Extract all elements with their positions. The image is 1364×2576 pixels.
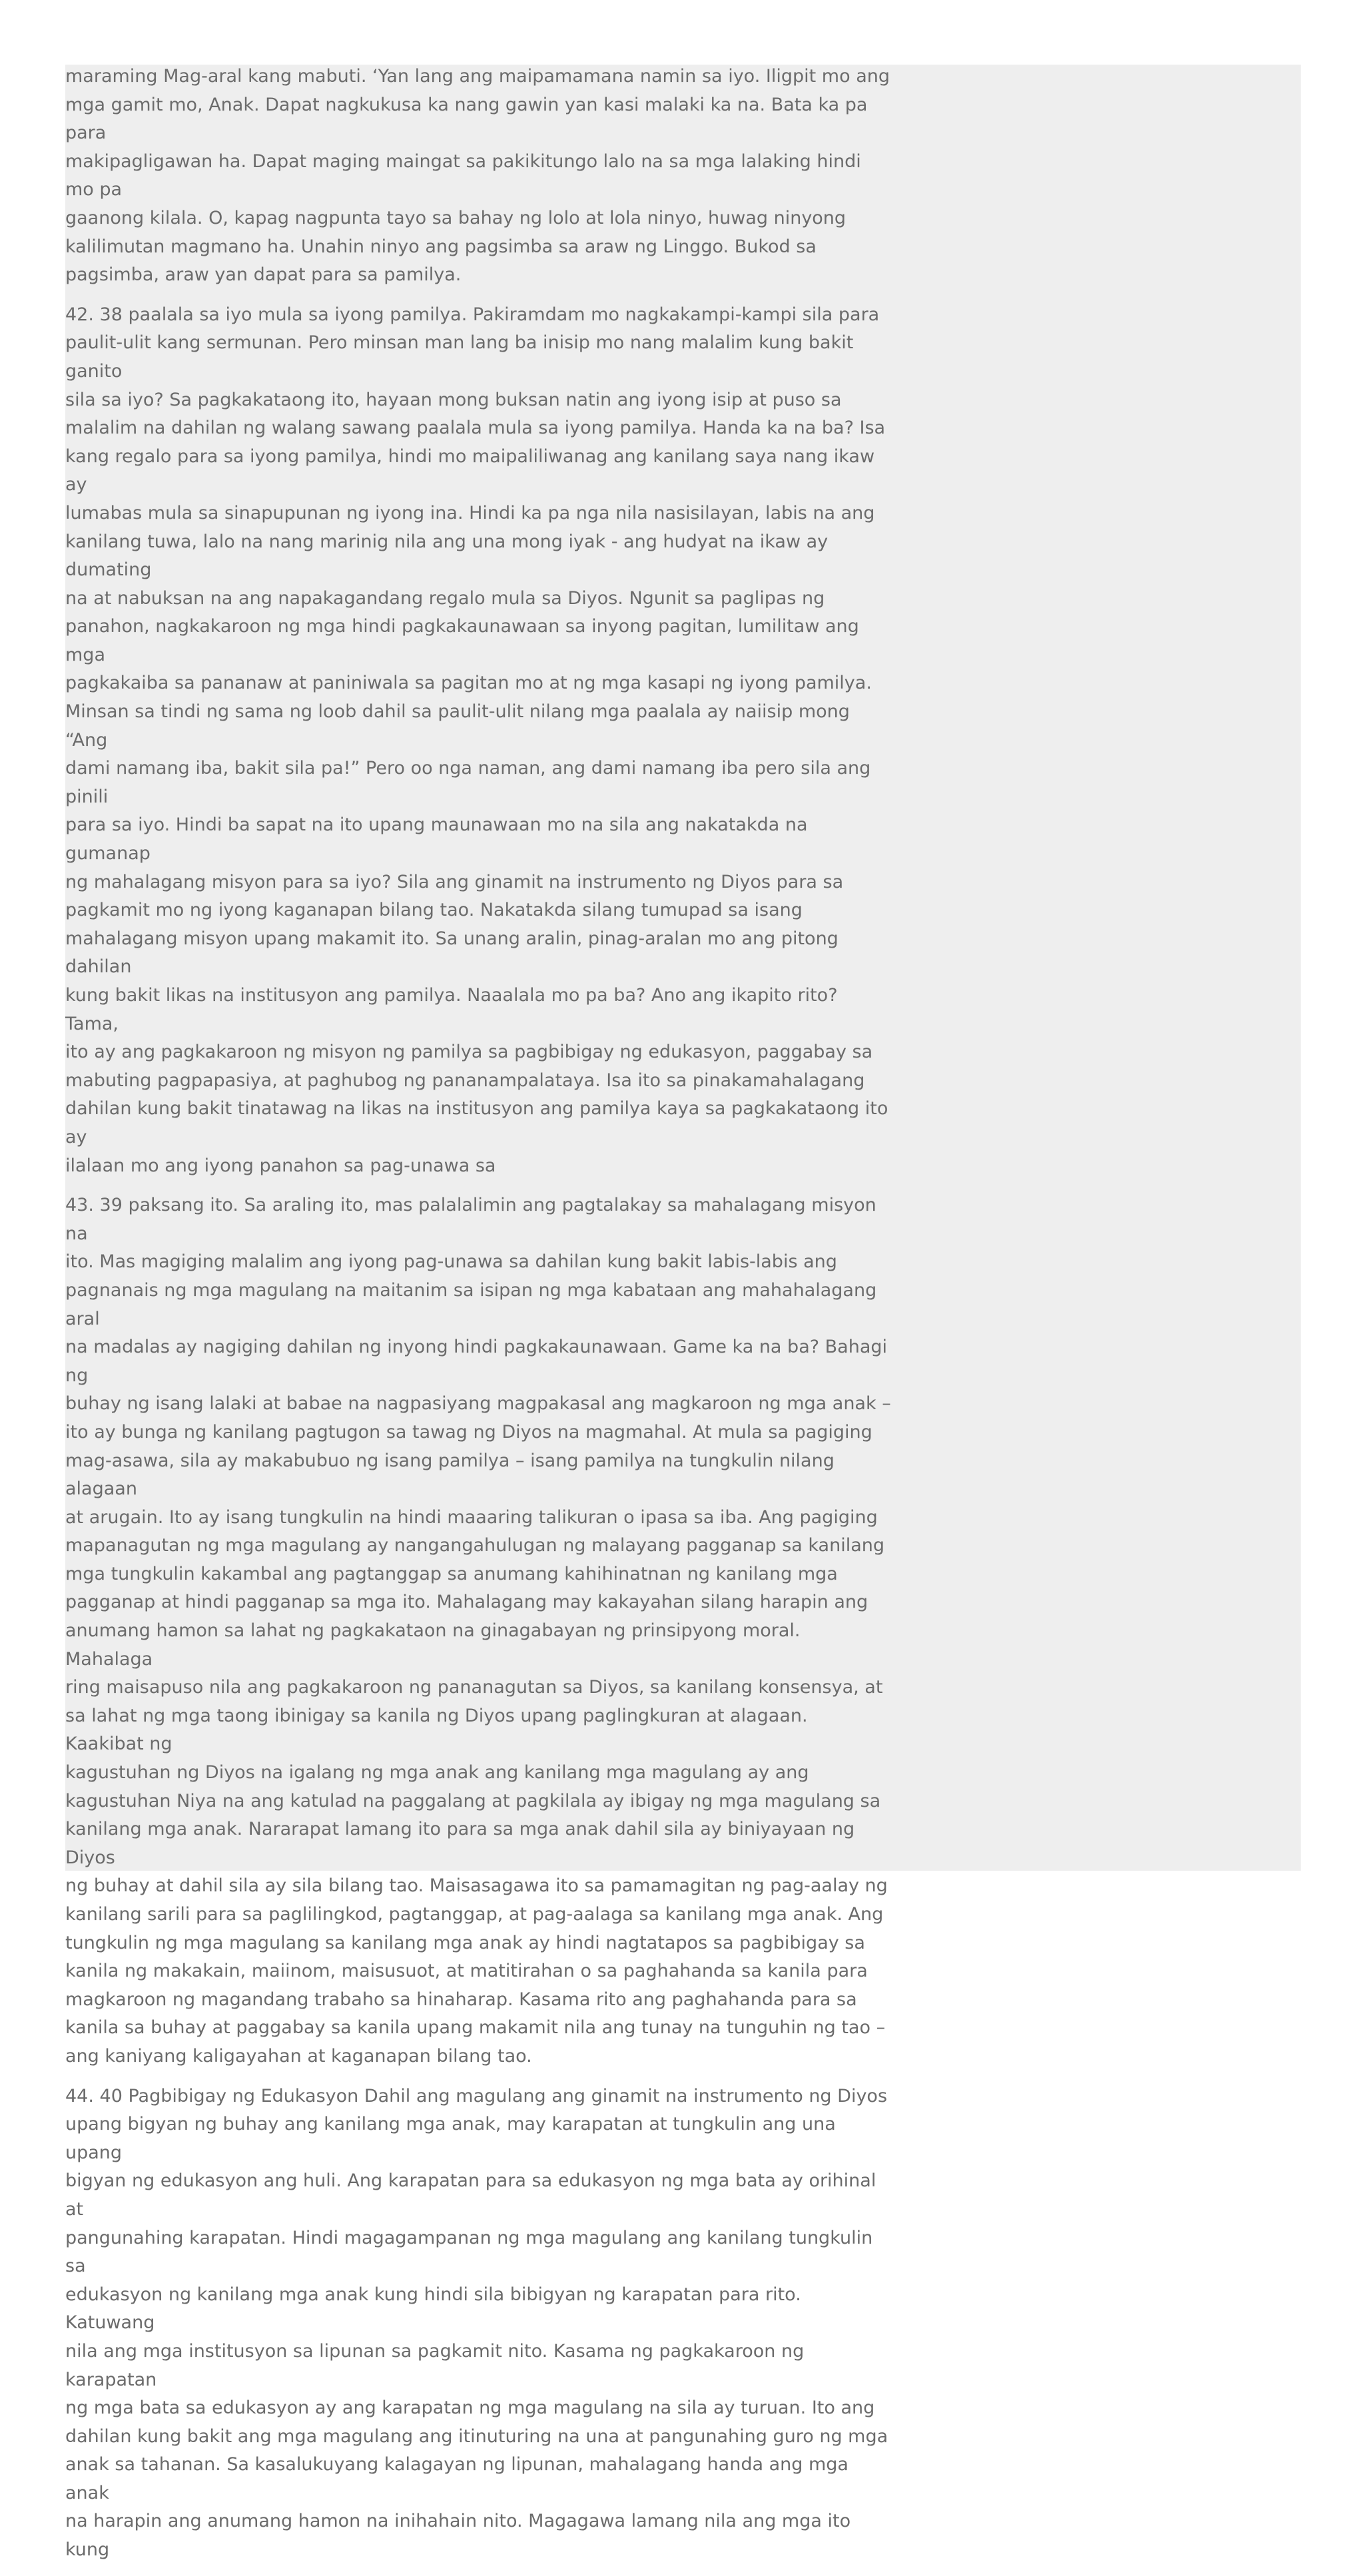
document-body — [65, 63, 891, 2576]
paragraph-43: 43. 39 paksang ito. Sa araling ito, mas palalalimin ang pagtalakay sa mahalagang misyon na ito. Mas magiging malalim ang iyong pag-unawa sa dahilan kung bakit labis-labis ang pagnanais ng mga magulang na maitanim sa isipan ng mga kabataan ang mahahalagang aral na madalas ay nagiging dahilan ng inyong hindi pagkakaunawaan. Game ka na ba? Bahagi ng buhay ng isang lalaki at babae na nagpasiyang magpakasal ang magkaroon ng mga anak – ito ay bunga ng kanilang pagtugon sa tawag ng Diyos na magmahal. At mula sa pagiging mag-asawa, sila ay makabubuo ng isang pamilya – isang pamilya na tungkulin nilang alagaan at arugain. Ito ay isang tungkulin na hindi maaaring talikuran o ipasa sa iba. Ang pagiging mapanagutan ng mga magulang ay nangangahulugan ng malayang pagganap sa kanilang mga tungkulin kakambal ang pagtanggap sa anumang kahihinatnan ng kanilang mga pagganap at hindi pagganap sa mga ito. Mahalagang may kakayahan silang harapin ang anumang hamon sa lahat ng pagkakataon na ginagabayan ng prinsipyong moral. Mahalaga ring maisapuso nila ang pagkakaroon ng pananagutan sa Diyos, sa kanilang konsensya, at sa lahat ng mga taong ibinigay sa kanila ng Diyos upang paglingkuran at alagaan. Kaakibat ng kagustuhan ng Diyos na igalang ng mga anak ang kanilang mga magulang ay ang kagustuhan Niya na ang katulad na paggalang at pagkilala ay ibigay ng mga magulang sa kanilang mga anak. Nararapat lamang ito para sa mga anak dahil sila ay biniyayaan ng Diyos ng buhay at dahil sila ay sila bilang tao. Maisasagawa ito sa pamamagitan ng pag-aalay ng kanilang sarili para sa paglilingkod, pagtanggap, at pag-aalaga sa kanilang mga anak. Ang tungkulin ng mga magulang sa kanilang mga anak ay hindi nagtatapos sa pagbibigay sa kanila ng makakain, maiinom, maisusuot, at matitirahan o sa paghahanda sa kanila para magkaroon ng magandang trabaho sa hinaharap. Kasama rito ang paghahanda para sa kanila sa buhay at paggabay sa kanila upang makamit nila ang tunay na tunguhin ng tao – ang kaniyang kaligayahan at kaganapan bilang tao. — [65, 1195, 891, 2067]
paragraph-intro: maraming Mag-aral kang mabuti. ‘Yan lang ang maipamamana namin sa iyo. Iligpit mo ang mga gamit mo, Anak. Dapat nagkukusa ka nang gawin yan kasi malaki ka na. Bata ka pa para makipagligawan ha. Dapat maging maingat sa pakikitungo lalo na sa mga lalaking hindi mo pa gaanong kilala. O, kapag nagpunta tayo sa bahay ng lolo at lola ninyo, huwag ninyong kalilimutan magmano ha. Unahin ninyo ang pagsimba sa araw ng Linggo. Bukod sa pagsimba, araw yan dapat para sa pamilya. — [65, 66, 890, 286]
paragraph-42: 42. 38 paalala sa iyo mula sa iyong pamilya. Pakiramdam mo nagkakampi-kampi sila para paulit-ulit kang sermunan. Pero minsan man lang ba inisip mo nang malalim kung bakit ganito sila sa iyo? Sa pagkakataong ito, hayaan mong buksan natin ang iyong isip at puso sa malalim na dahilan ng walang sawang paalala mula sa iyong pamilya. Handa ka na ba? Isa kang regalo para sa iyong pamilya, hindi mo maipaliliwanag ang kanilang saya nang ikaw ay lumabas mula sa sinapupunan ng iyong ina. Hindi ka pa nga nila nasisilayan, labis na ang kanilang tuwa, lalo na nang marinig nila ang una mong iyak - ang hudyat na ikaw ay dumating na at nabuksan na ang napakagandang regalo mula sa Diyos. Ngunit sa paglipas ng panahon, nagkakaroon ng mga hindi pagkakaunawaan sa inyong pagitan, lumilitaw ang mga pagkakaiba sa pananaw at paniniwala sa pagitan mo at ng mga kasapi ng iyong pamilya. Minsan sa tindi ng sama ng loob dahil sa paulit-ulit nilang mga paalala ay naiisip mong “Ang dami namang iba, bakit sila pa!” Pero oo nga naman, ang dami namang iba pero sila ang pinili para sa iyo. Hindi ba sapat na ito upang maunawaan mo na sila ang nakatakda na gumanap ng mahalagang misyon para sa iyo? Sila ang ginamit na instrumento ng Diyos para sa pagkamit mo ng iyong kaganapan bilang tao. Nakatakda silang tumupad sa isang mahalagang misyon upang makamit ito. Sa unang aralin, pinag-aralan mo ang pitong dahilan kung bakit likas na institusyon ang pamilya. Naaalala mo pa ba? Ano ang ikapito rito? Tama, ito ay ang pagkakaroon ng misyon ng pamilya sa pagbibigay ng edukasyon, paggabay sa mabuting pagpapasiya, at paghubog ng pananampalataya. Isa ito sa pinakamahalagang dahilan kung bakit tinatawag na likas na institusyon ang pamilya kaya sa pagkakataong ito ay ilalaan mo ang iyong panahon sa pag-unawa sa — [65, 304, 888, 1176]
paragraph-44: 44. 40 Pagbibigay ng Edukasyon Dahil ang magulang ang ginamit na instrumento ng Diyos upang bigyan ng buhay ang kanilang mga anak, may karapatan at tungkulin ang una upang bigyan ng edukasyon ang huli. Ang karapatan para sa edukasyon ng mga bata ay orihinal at pangunahing karapatan. Hindi magagampanan ng mga magulang ang kanilang tungkulin sa edukasyon ng kanilang mga anak kung hindi sila bibigyan ng karapatan para rito. Katuwang nila ang mga institusyon sa lipunan sa pagkamit nito. Kasama ng pagkakaroon ng karapatan ng mga bata sa edukasyon ay ang karapatan ng mga magulang na sila ay turuan. Ito ang dahilan kung bakit ang mga magulang ang itinuturing na una at pangunahing guro ng mga anak sa tahanan. Sa kasalukuyang kalagayan ng lipunan, mahalagang handa ang mga anak na harapin ang anumang hamon na inihahain nito. Magagawa lamang nila ang mga ito kung — [65, 2085, 888, 2561]
